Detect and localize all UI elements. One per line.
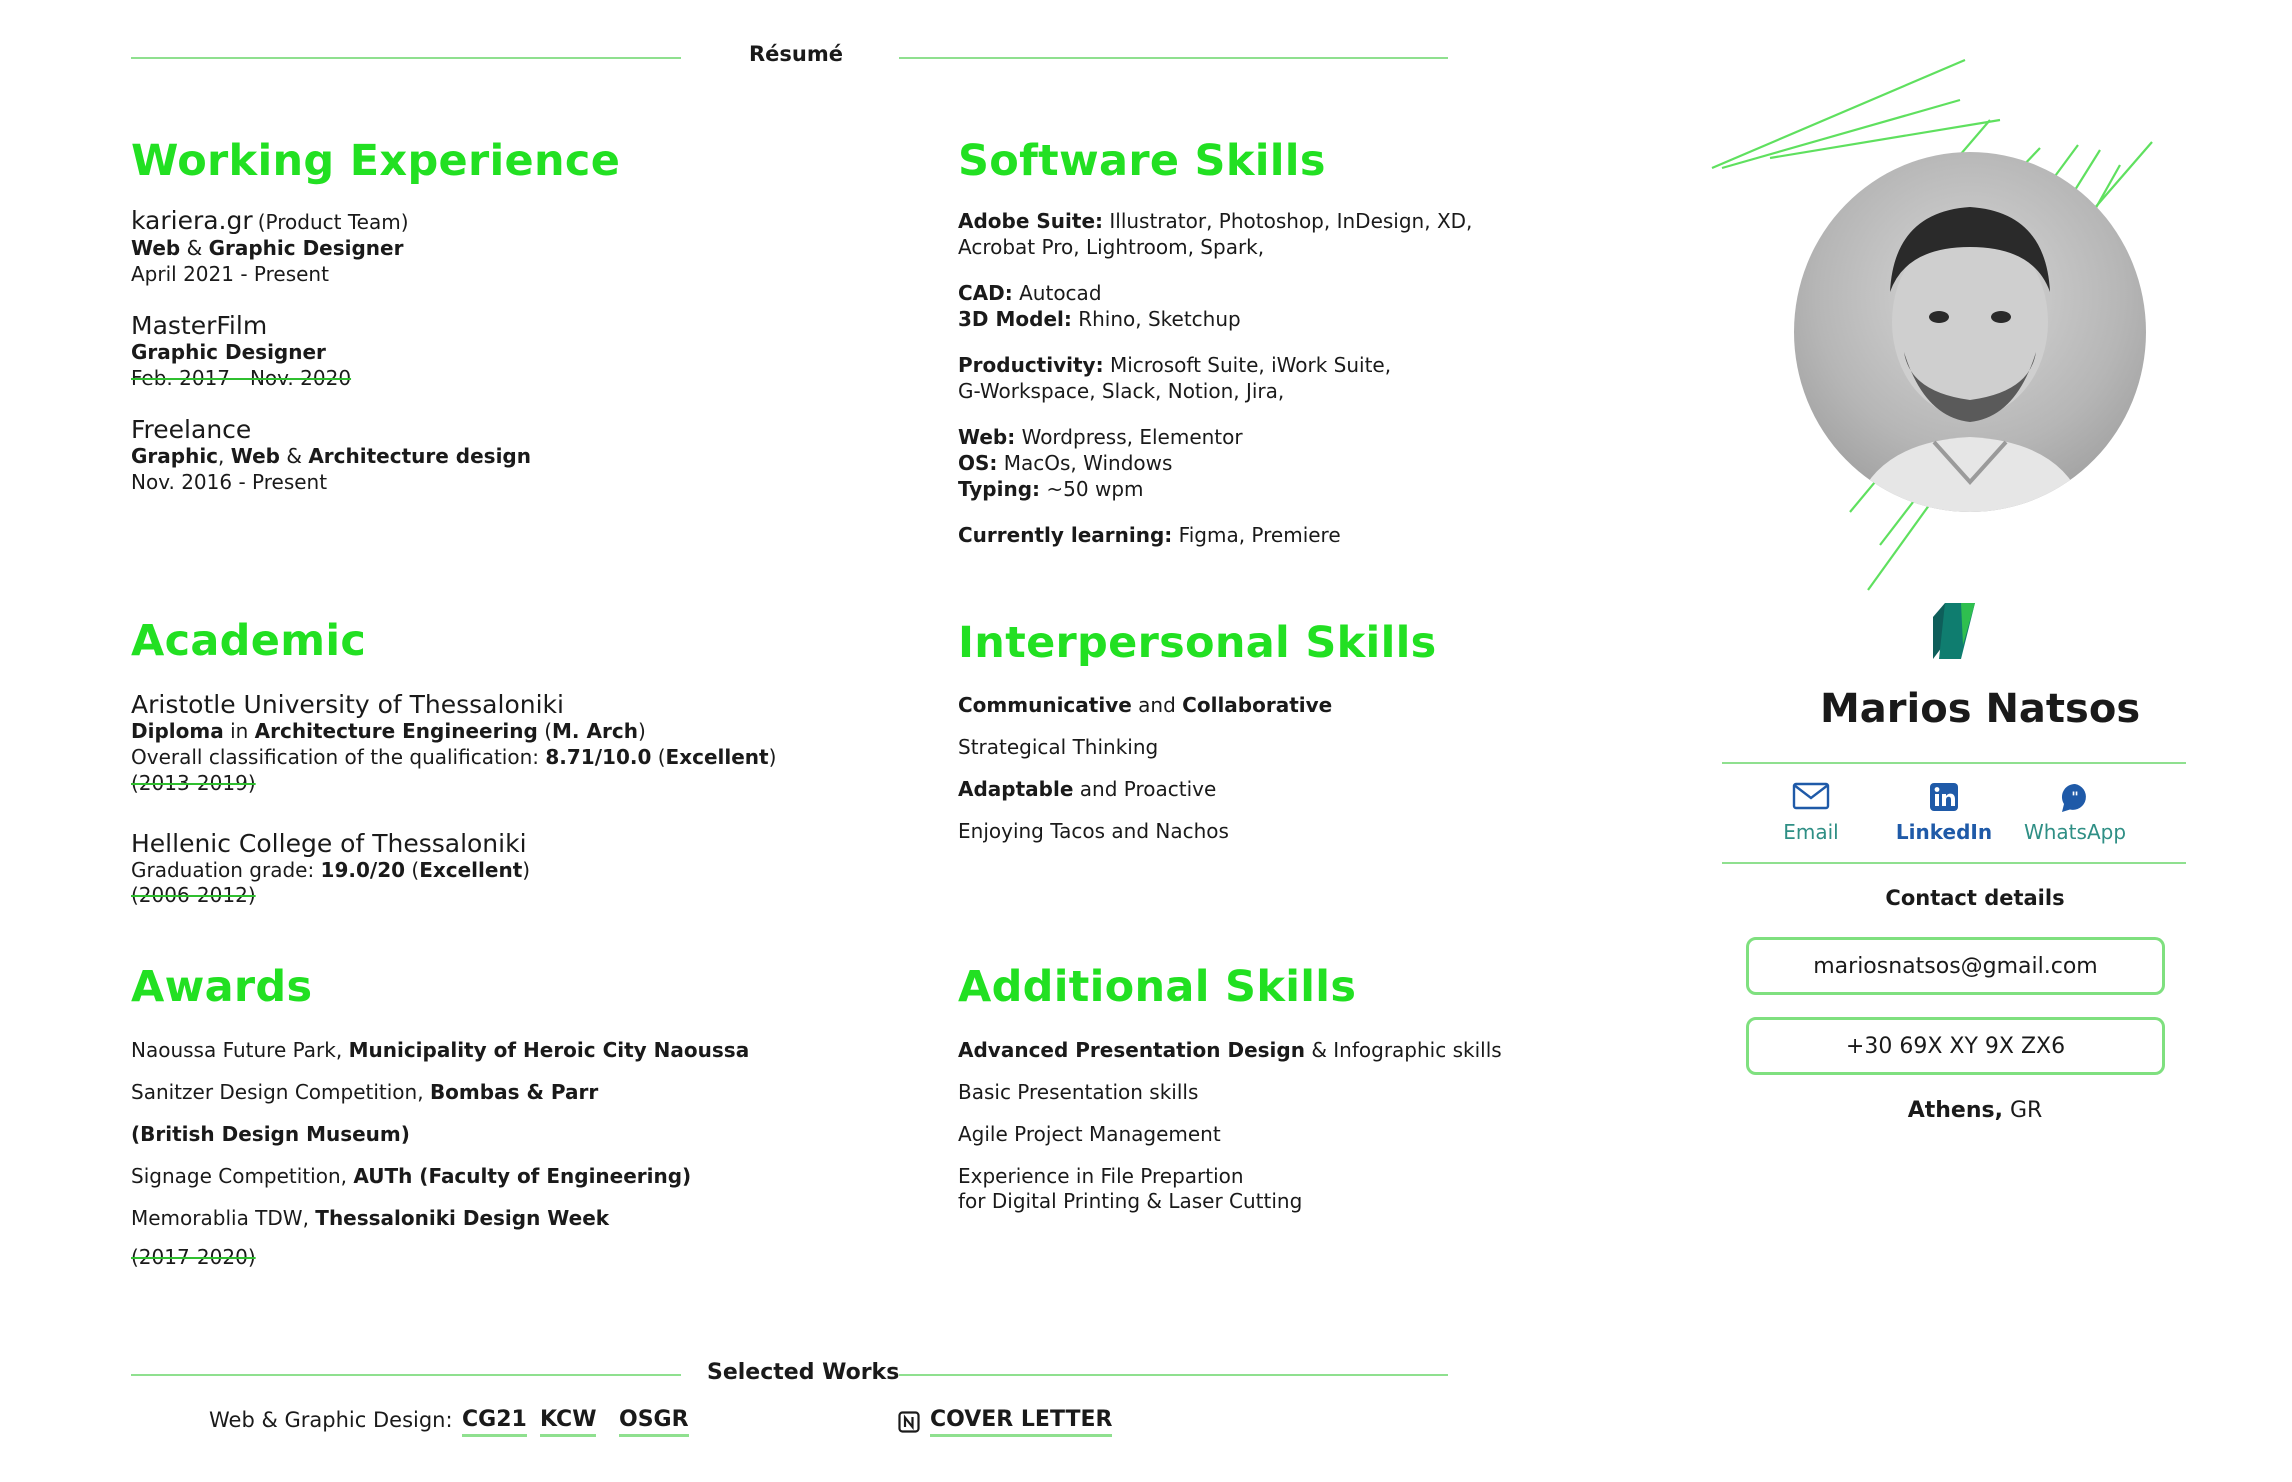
interpersonal-1 — [958, 693, 1332, 717]
contact-email-label: Email — [1783, 820, 1839, 844]
location-country: GR — [2009, 1098, 2043, 1123]
software-line-8 — [958, 451, 1172, 475]
job-1-org-line — [131, 206, 409, 235]
job-3-dates: Nov. 2016 - Present — [131, 470, 328, 494]
software-line-1-value: Illustrator, Photoshop, InDesign, XD, — [1109, 209, 1473, 233]
additional-2: Basic Presentation skills — [958, 1080, 1199, 1104]
software-line-4-value: Rhino, Sketchup — [1078, 307, 1241, 331]
academic-2-grade — [131, 858, 530, 882]
job-2-role — [131, 340, 326, 364]
section-title-additional-skills: Additional Skills — [958, 962, 1357, 1012]
phone-field[interactable]: +30 69X XY 9X ZX6 — [1746, 1017, 2165, 1075]
software-line-9-label: Typing: — [958, 477, 1041, 501]
software-line-8-label: OS: — [958, 451, 998, 475]
job-2-org: MasterFilm — [131, 311, 268, 340]
award-1-plain: Naoussa Future Park, — [131, 1038, 343, 1062]
work-link-kcw[interactable]: KCW — [540, 1407, 596, 1437]
software-line-9-value: ~50 wpm — [1046, 477, 1144, 501]
software-line-2 — [958, 235, 1264, 259]
cover-letter-link[interactable]: COVER LETTER — [930, 1407, 1112, 1437]
job-1-role-sep: & — [186, 236, 203, 260]
interpersonal-3 — [958, 777, 1216, 801]
academic-1-deg-c-close: ) — [637, 719, 646, 743]
award-2-bold: Bombas & Parr — [429, 1080, 599, 1104]
header-rule-right — [899, 57, 1448, 59]
profile-rule-bottom — [1722, 862, 2186, 864]
email-field[interactable]: mariosnatsos@gmail.com — [1746, 937, 2165, 995]
job-2-role-text: Graphic Designer — [131, 340, 326, 364]
software-line-3-value: Autocad — [1019, 281, 1102, 305]
software-line-6 — [958, 379, 1284, 403]
additional-3: Agile Project Management — [958, 1122, 1221, 1146]
software-line-7-label: Web: — [958, 425, 1016, 449]
section-title-awards: Awards — [131, 962, 313, 1012]
academic-1-grade — [131, 745, 776, 769]
job-3-role-sep1: , — [218, 444, 225, 468]
software-line-6-value: G-Workspace, Slack, Notion, Jira, — [958, 379, 1285, 403]
interpersonal-3-a: Adaptable — [958, 777, 1074, 801]
contact-details-title: Contact details — [1885, 886, 2065, 910]
academic-1-deg-c: M. Arch — [552, 719, 638, 743]
interpersonal-2: Strategical Thinking — [958, 735, 1159, 759]
academic-2-dates: (2006-2012) — [131, 883, 256, 907]
svg-text:": " — [2071, 790, 2079, 806]
header-rule-left — [131, 57, 681, 59]
works-title: Selected Works — [707, 1360, 900, 1385]
job-1-role — [131, 236, 403, 260]
interpersonal-1-and: and — [1138, 693, 1176, 717]
award-5-bold: Thessaloniki Design Week — [315, 1206, 610, 1230]
award-2 — [131, 1080, 598, 1104]
section-title-working-experience: Working Experience — [131, 136, 621, 186]
software-line-9 — [958, 477, 1144, 501]
award-2-plain: Sanitzer Design Competition, — [131, 1080, 424, 1104]
job-1-org-note: (Product Team) — [257, 210, 409, 234]
software-line-10 — [958, 523, 1341, 547]
job-1-org: kariera.gr — [131, 206, 253, 235]
section-title-interpersonal-skills: Interpersonal Skills — [958, 618, 1437, 668]
academic-1-grade-value: 8.71/10.0 — [545, 745, 652, 769]
software-line-10-label: Currently learning: — [958, 523, 1173, 547]
additional-1-bold: Advanced Presentation Design — [958, 1038, 1305, 1062]
works-rule-left — [131, 1374, 681, 1376]
award-3-bold: (British Design Museum) — [131, 1122, 410, 1146]
additional-4-line1: Experience in File Prepartion — [958, 1164, 1244, 1188]
works-rule-right — [899, 1374, 1448, 1376]
work-link-osgr[interactable]: OSGR — [619, 1407, 689, 1437]
software-line-4-label: 3D Model: — [958, 307, 1072, 331]
page-title: Résumé — [749, 42, 843, 66]
academic-2-grade-value: 19.0/20 — [320, 858, 406, 882]
software-line-3 — [958, 281, 1102, 305]
academic-1-deg-in: in — [230, 719, 249, 743]
academic-2-school: Hellenic College of Thessaloniki — [131, 829, 527, 858]
software-line-7-value: Wordpress, Elementor — [1021, 425, 1243, 449]
job-1-role-b: Graphic Designer — [208, 236, 404, 260]
additional-4-line2: for Digital Printing & Laser Cutting — [958, 1189, 1303, 1213]
job-1-role-a: Web — [131, 236, 181, 260]
profile-rule-top — [1722, 762, 2186, 764]
academic-1-dates: (2013-2019) — [131, 771, 256, 795]
works-label: Web & Graphic Design: — [209, 1408, 453, 1432]
software-line-5 — [958, 353, 1391, 377]
award-4-bold: AUTh (Faculty of Engineering) — [353, 1164, 692, 1188]
job-1-dates: April 2021 - Present — [131, 262, 329, 286]
contact-linkedin-label: LinkedIn — [1895, 820, 1993, 844]
job-3-role-b: Web — [230, 444, 280, 468]
academic-2-grade-open: ( — [411, 858, 420, 882]
software-line-2-value: Acrobat Pro, Lightroom, Spark, — [958, 235, 1265, 259]
academic-1-grade-note: Excellent — [665, 745, 769, 769]
award-4-plain: Signage Competition, — [131, 1164, 347, 1188]
contact-email[interactable] — [1756, 782, 1866, 844]
software-line-5-value: Microsoft Suite, iWork Suite, — [1109, 353, 1392, 377]
software-line-7 — [958, 425, 1243, 449]
job-3-role-c: Architecture design — [308, 444, 531, 468]
award-5-plain: Memorablia TDW, — [131, 1206, 309, 1230]
academic-1-grade-label: Overall classification of the qualification: — [131, 745, 540, 769]
award-4 — [131, 1164, 691, 1188]
envelope-icon — [1756, 782, 1866, 812]
job-2-dates: Feb. 2017 - Nov. 2020 — [131, 366, 352, 390]
academic-1-grade-close: ) — [768, 745, 777, 769]
software-line-10-value: Figma, Premiere — [1178, 523, 1341, 547]
location-city: Athens, — [1907, 1098, 2003, 1123]
work-link-cg21[interactable]: CG21 — [462, 1407, 527, 1437]
software-line-3-label: CAD: — [958, 281, 1013, 305]
award-3 — [131, 1122, 410, 1146]
interpersonal-1-a: Communicative — [958, 693, 1132, 717]
notion-icon — [897, 1410, 921, 1434]
software-line-4 — [958, 307, 1241, 331]
avatar — [1794, 152, 2146, 512]
profile-name: Marios Natsos — [1820, 686, 2141, 732]
whatsapp-icon — [2020, 782, 2130, 812]
job-3-role — [131, 444, 531, 468]
academic-2-grade-close: ) — [522, 858, 531, 882]
academic-1-deg-a: Diploma — [131, 719, 224, 743]
academic-2-grade-note: Excellent — [419, 858, 523, 882]
software-line-1-label: Adobe Suite: — [958, 209, 1103, 233]
portrait-icon — [1794, 152, 2146, 512]
academic-1-school: Aristotle University of Thessaloniki — [131, 690, 564, 719]
academic-1-deg-c-open: ( — [544, 719, 553, 743]
contact-whatsapp[interactable] — [2020, 782, 2130, 844]
brand-logo-icon — [1931, 603, 1977, 659]
contact-linkedin[interactable] — [1889, 782, 1999, 844]
award-1 — [131, 1038, 749, 1062]
software-line-1 — [958, 209, 1472, 233]
awards-dates: (2017-2020) — [131, 1245, 256, 1269]
job-3-org: Freelance — [131, 415, 252, 444]
software-line-5-label: Productivity: — [958, 353, 1104, 377]
section-title-software-skills: Software Skills — [958, 136, 1326, 186]
software-line-8-value: MacOs, Windows — [1003, 451, 1173, 475]
linkedin-icon — [1889, 782, 1999, 812]
academic-2-grade-label: Graduation grade: — [131, 858, 315, 882]
job-3-role-a: Graphic — [131, 444, 219, 468]
award-1-bold: Municipality of Heroic City Naoussa — [348, 1038, 750, 1062]
job-3-role-sep2: & — [286, 444, 302, 468]
additional-1 — [958, 1038, 1502, 1062]
location — [1830, 1098, 2120, 1123]
academic-1-deg-b: Architecture Engineering — [254, 719, 538, 743]
interpersonal-3-rest: and Proactive — [1079, 777, 1217, 801]
additional-1-rest: & Infographic skills — [1311, 1038, 1502, 1062]
award-5 — [131, 1206, 609, 1230]
academic-1-degree — [131, 719, 646, 743]
academic-1-grade-open: ( — [657, 745, 666, 769]
section-title-academic: Academic — [131, 616, 367, 666]
interpersonal-1-b: Collaborative — [1182, 693, 1333, 717]
contact-whatsapp-label: WhatsApp — [2023, 820, 2127, 844]
interpersonal-4: Enjoying Tacos and Nachos — [958, 819, 1229, 843]
